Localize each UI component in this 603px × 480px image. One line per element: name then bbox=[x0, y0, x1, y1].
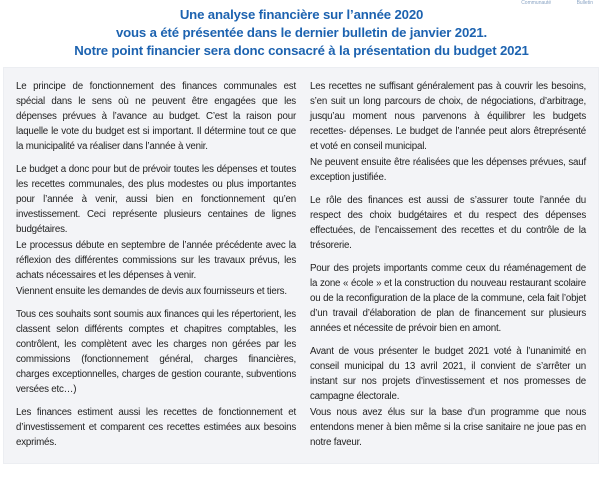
header-strip-left: Communauté bbox=[521, 0, 552, 6]
right-column bbox=[310, 79, 586, 450]
paragraph-projects: Pour des projets importants comme ceux du réaménagement de la zone « école » et la construction du nouveau restaurant scolaire ou de la reconfiguration de la place de la commune, cela fait l’objet d’un travail d’élaboration de plan de financement sur plusieurs années et nécessite de prévoir bien en amont. bbox=[310, 263, 586, 334]
paragraph-estimates: Les finances estiment aussi les recettes de fonctionnement et d’investissement et comparent ces recettes estimées aux besoins exprimés. bbox=[16, 407, 296, 448]
paragraph-finance-role: Le rôle des finances est aussi de s’assurer toute l’année du respect des choix budgétaires et du respect des dépenses effectuées, de l’encaissement des recettes et du contrôle de la trésorerie. bbox=[310, 195, 586, 251]
paragraph-program: Vous nous avez élus sur la base d’un programme que nous entendons mener à bien même si la crise sanitaire ne joue pas en notre faveur. bbox=[310, 407, 586, 448]
left-column bbox=[16, 79, 296, 450]
heading-line-2: vous a été présentée dans le dernier bulletin de janvier 2021. bbox=[115, 25, 488, 40]
paragraph-process: Le processus débute en septembre de l’année précédente avec la réflexion des différentes commissions sur les travaux prévus, les achats nécessaires et les dépenses à venir. bbox=[16, 240, 296, 281]
header-strip-right: Bulletin bbox=[576, 0, 593, 6]
paragraph-budget-vote: Avant de vous présenter le budget 2021 voté à l’unanimité en conseil municipal du 13 avril 2021, il convient de s’arrêter un instant sur nos projets d’investissement et nos promesses de campagne électorale. bbox=[310, 346, 586, 402]
heading-line-3: Notre point financier sera donc consacré à la présentation du budget 2021 bbox=[74, 43, 529, 58]
article-box bbox=[3, 67, 599, 464]
paragraph-budget-goal: Le budget a donc pour but de prévoir toutes les dépenses et toutes les recettes communales, des plus modestes ou plus importantes pour l’année à venir, aussi bien en fonctionnement qu’en investissement. Ceci représente plusieurs centaines de lignes budgétaires. bbox=[16, 164, 296, 235]
paragraph-principle: Le principe de fonctionnement des finances communales est spécial dans le sens où ne peuvent être engagées que les dépenses prévues à l’avance au budget. C’est la raison pour laquelle le vote du budget est si important. Il détermine tout ce que la municipalité va réaliser dans l’année à venir. bbox=[16, 81, 296, 152]
heading-line-1: Une analyse financière sur l’année 2020 bbox=[179, 7, 424, 22]
paragraph-wishes: Tous ces souhaits sont soumis aux finances qui les répertorient, les classent selon différents comptes et chapitres comptables, les contrôlent, les complètent avec les charges non gérées par les commissions (fonctionnement général, charges financières, charges exceptionnelles, charges de gestion courante, subventions versées etc…) bbox=[16, 309, 296, 395]
paragraph-revenues: Les recettes ne suffisant généralement pas à couvrir les besoins, s’en suit un long parcours de choix, de négociations, d’arbitrage, jusqu’au moment nous parvenons à équilibrer les budgets recettes- dépenses. Le budget de l’année peut alors êtreprésenté et voté en conseil municipal. bbox=[310, 81, 586, 152]
paragraph-quotes: Viennent ensuite les demandes de devis aux fournisseurs et tiers. bbox=[16, 286, 287, 297]
page-heading bbox=[0, 6, 603, 60]
paragraph-planned-expenses: Ne peuvent ensuite être réalisées que les dépenses prévues, sauf exception justifiée. bbox=[310, 157, 586, 183]
